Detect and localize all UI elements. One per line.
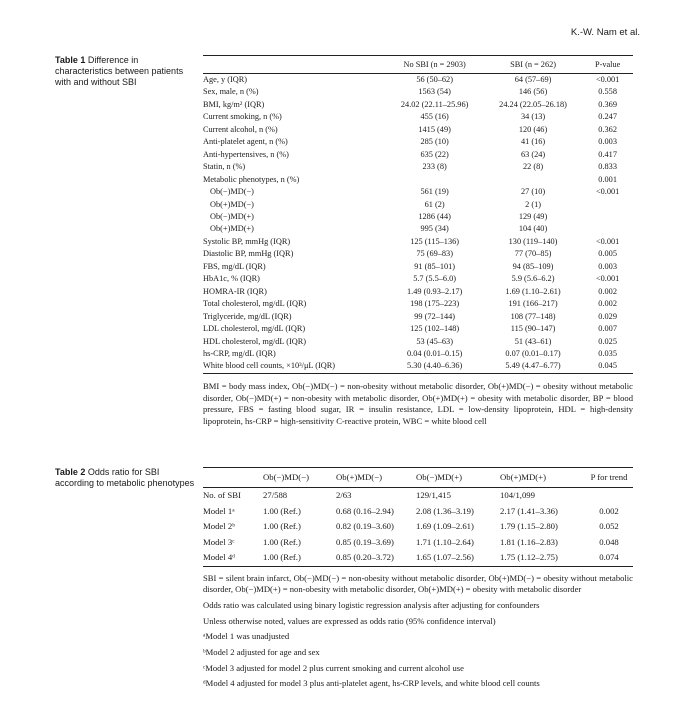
table1-cell: Ob(−)MD(+) [210, 211, 254, 221]
table2-cell: 27/588 [263, 490, 288, 500]
table1-cell: 0.003 [598, 261, 617, 271]
table1-row [203, 223, 633, 235]
table1-row [203, 311, 633, 323]
table1-cell: 1.49 (0.93–2.17) [406, 286, 463, 296]
table1-cell [582, 223, 633, 235]
table1-cell: 22 (8) [523, 162, 544, 172]
table2-cell: 104/1,099 [500, 490, 535, 500]
table1-cell: 0.003 [598, 137, 617, 147]
table2-row [203, 535, 633, 551]
table1-header-cell: P-value [582, 56, 633, 74]
table1-cell: 0.045 [582, 360, 633, 373]
table1-cell: 5.30 (4.40–6.36) [385, 360, 483, 373]
table1-cell: Current alcohol, n (%) [203, 124, 278, 134]
table2-footnote-line: ᵃModel 1 was unadjusted [203, 631, 290, 642]
table2-footnotes [203, 573, 633, 690]
table1-cell: 0.005 [598, 249, 617, 259]
table1-row [203, 360, 633, 373]
table1-cell: 64 (57–69) [514, 75, 552, 84]
table1-cell: HbA1c, % (IQR) [203, 274, 260, 284]
table2-header-cell: Ob(+)MD(+) [500, 468, 585, 488]
table1-row [203, 248, 633, 260]
table1-cell [582, 211, 633, 223]
table1-cell: White blood cell counts, ×10³/μL (IQR) [203, 360, 385, 373]
table1-cell: 91 (85–101) [414, 261, 456, 271]
table1-cell: 635 (22) [420, 149, 449, 159]
table1-cell: <0.001 [595, 274, 620, 284]
table2-footnote-line: ᵇModel 2 adjusted for age and sex [203, 647, 320, 658]
table1-caption-label: Table 1 [55, 55, 86, 65]
table1-cell: Statin, n (%) [203, 162, 246, 172]
table1-cell: 24.02 (22.11–25.96) [400, 99, 469, 109]
table2-cell: 0.68 (0.16–2.94) [336, 505, 394, 516]
table2-cell: 2/63 [336, 490, 352, 500]
table1-cell: 51 (43–61) [514, 336, 552, 346]
table2-cell: 0.074 [585, 550, 633, 566]
table1-cell: 115 (90–147) [510, 324, 556, 334]
table2-footnote-line: SBI = silent brain infarct, Ob(−)MD(−) = non-obesity without metabolic disorder, Ob(+)MD(−) = obesity without metabolic disorder, Ob(−)MD(+) = non-obesity with metabolic disorder, Ob(+)MD(+) = obesity with metabolic disorder [203, 573, 633, 595]
table2-footnote-line: Odds ratio was calculated using binary logistic regression analysis after adjusting for confounders [203, 599, 540, 610]
table1-cell: <0.001 [595, 187, 620, 197]
table2-cell: 1.79 (1.15–2.80) [500, 521, 558, 531]
table1-cell: 1.69 (1.10–2.61) [505, 286, 561, 296]
table1-cell: Metabolic phenotypes, n (%) [203, 174, 300, 184]
table1-cell: <0.001 [595, 75, 620, 84]
table1-row [203, 74, 633, 87]
table2 [203, 467, 633, 567]
table1-row [203, 199, 633, 211]
table2-cell: 1.00 (Ref.) [263, 550, 336, 566]
table2-row [203, 488, 633, 504]
table1-cell: 0.029 [598, 311, 617, 321]
table2-header-cell: P for trend [585, 468, 633, 488]
table1-row [203, 286, 633, 298]
table1-cell: 0.025 [598, 336, 617, 346]
table1-cell: 0.558 [598, 87, 617, 97]
table1-header-cell: SBI (n = 262) [484, 56, 582, 74]
table2-caption [55, 467, 195, 489]
table2-cell: 1.00 (Ref.) [263, 505, 301, 516]
table1-cell: 1286 (44) [418, 211, 451, 221]
table1-cell: 0.002 [598, 299, 617, 309]
table1-cell: Total cholesterol, mg/dL (IQR) [203, 299, 307, 309]
table2-cell: 1.71 (1.10–2.64) [416, 536, 474, 547]
table1-cell: 129 (49) [518, 211, 548, 221]
table2-footnote-line: ᶜModel 3 adjusted for model 2 plus current smoking and current alcohol use [203, 662, 464, 673]
table2-cell: 1.00 (Ref.) [263, 536, 301, 547]
table1-cell: 146 (56) [518, 87, 548, 97]
table1-row [203, 211, 633, 223]
table1-cell: 455 (16) [420, 112, 449, 122]
table1-row [203, 174, 633, 186]
table2-cell: 2.17 (1.41–3.36) [500, 505, 558, 516]
table2-header-row [203, 468, 633, 488]
table2-cell: Model 2ᵇ [203, 521, 235, 531]
table1-row [203, 99, 633, 111]
table2-cell: Model 1ᵃ [203, 505, 235, 516]
table2-cell: 0.002 [599, 505, 619, 516]
table1-cell: 198 (175–223) [410, 299, 460, 309]
table1-cell: 191 (166–217) [508, 299, 558, 309]
table1-cell: 285 (10) [420, 137, 449, 147]
table1-cell: 104 (40) [518, 224, 548, 234]
table2-footnote-line: ᵈModel 4 adjusted for model 3 plus anti-platelet agent, hs-CRP levels, and white blood cell counts [203, 678, 540, 689]
table2-cell: Model 3ᶜ [203, 536, 235, 547]
table1-cell: BMI, kg/m² (IQR) [203, 99, 265, 109]
table1-cell: 77 (70–85) [514, 249, 552, 259]
table1-cell: 130 (119–140) [508, 236, 558, 246]
table1-cell: 0.035 [598, 348, 617, 358]
table1-cell: 75 (69–83) [416, 249, 453, 259]
table1-cell: 5.7 (5.5–6.0) [413, 274, 457, 284]
table1-cell: Systolic BP, mmHg (IQR) [203, 236, 291, 246]
table1-cell: LDL cholesterol, mg/dL (IQR) [203, 324, 306, 334]
table1-row [203, 236, 633, 248]
table1-cell: 63 (24) [520, 149, 546, 159]
table1-cell: 0.362 [598, 124, 617, 134]
table1-cell: Age, y (IQR) [203, 75, 248, 84]
table1 [203, 55, 633, 374]
table1-cell: Anti-hypertensives, n (%) [203, 149, 289, 159]
table1-cell: 1415 (49) [418, 124, 451, 134]
table2-caption-text: Odds ratio for SBI according to metabolic phenotypes [55, 467, 195, 488]
table2-cell [585, 488, 633, 504]
table1-cell: Sex, male, n (%) [203, 87, 259, 97]
table1-row [203, 348, 633, 360]
table1-cell [385, 174, 483, 186]
table1-cell: 2 (1) [525, 199, 541, 209]
table2-header-cell: Ob(−)MD(+) [416, 468, 500, 488]
table1-cell: 0.04 (0.01–0.15) [406, 348, 463, 358]
table1-caption-text: Difference in characteristics between patients with and without SBI [55, 55, 184, 87]
table1-cell: 34 (13) [520, 112, 546, 122]
table1-cell: 0.001 [598, 174, 617, 184]
table1-cell: 56 (50–62) [416, 75, 453, 84]
table2-header-cell [203, 468, 263, 488]
table1-cell: 5.9 (5.6–6.2) [511, 274, 555, 284]
table1-cell: 0.002 [598, 286, 617, 296]
table1-cell: HOMRA-IR (IQR) [203, 286, 267, 296]
table1-cell: 120 (46) [518, 124, 548, 134]
table1-cell: FBS, mg/dL (IQR) [203, 261, 266, 271]
table2-header-cell: Ob(−)MD(−) [263, 468, 336, 488]
table1-cell: 561 (19) [420, 187, 449, 197]
table1-cell: 61 (2) [424, 199, 445, 209]
table2-footnote-line: Unless otherwise noted, values are expressed as odds ratio (95% confidence interval) [203, 615, 496, 626]
table1-header-cell: No SBI (n = 2903) [385, 56, 483, 74]
table1-cell [582, 199, 633, 211]
table1-cell [484, 174, 582, 186]
table2-cell: 129/1,415 [416, 490, 451, 500]
table1-cell: Ob(−)MD(−) [210, 187, 254, 197]
table1-row [203, 323, 633, 335]
table1-cell: Triglyceride, mg/dL (IQR) [203, 311, 292, 321]
table2-row [203, 519, 633, 535]
table1-cell: 995 (34) [420, 224, 449, 234]
table1-cell: 0.417 [598, 149, 617, 159]
table2-cell: 0.85 (0.19–3.69) [336, 536, 394, 547]
table2-cell: 0.85 (0.20–3.72) [336, 550, 416, 566]
table1-row [203, 298, 633, 310]
table1-cell: 27 (10) [520, 187, 546, 197]
table2-header-cell: Ob(+)MD(−) [336, 468, 416, 488]
table1-cell: 108 (77–148) [510, 311, 556, 321]
table1-cell: 0.007 [598, 324, 617, 334]
table2-cell: 1.65 (1.07–2.56) [416, 550, 500, 566]
running-head: K.-W. Nam et al. [570, 27, 640, 38]
table1-cell: 0.833 [598, 162, 617, 172]
table2-cell: 0.82 (0.19–3.60) [336, 521, 394, 531]
table1-cell: 1563 (54) [418, 87, 451, 97]
table1-cell: HDL cholesterol, mg/dL (IQR) [203, 336, 307, 346]
table2-caption-label: Table 2 [55, 467, 86, 477]
table1-cell: 53 (45–63) [416, 336, 453, 346]
table1-cell: 125 (102–148) [410, 324, 460, 334]
table2-cell: 1.69 (1.09–2.61) [416, 521, 474, 531]
table1-cell: 125 (115–136) [410, 236, 460, 246]
table1-header-row [203, 56, 633, 74]
table2-cell: 1.75 (1.12–2.75) [500, 550, 585, 566]
table1-cell: 24.24 (22.05–26.18) [499, 99, 567, 109]
table1-row [203, 124, 633, 136]
table1-cell: 94 (85–109) [512, 261, 554, 271]
table1-header-cell [203, 56, 385, 74]
table1-row [203, 261, 633, 273]
table1-row [203, 149, 633, 161]
table1-row [203, 186, 633, 198]
table1-row [203, 111, 633, 123]
table1-caption [55, 55, 195, 88]
table1-cell: 41 (16) [520, 137, 546, 147]
table2-cell: 1.81 (1.16–2.83) [500, 536, 558, 547]
table1-cell: 233 (8) [422, 162, 447, 172]
table2-cell: 0.048 [599, 536, 619, 547]
table1-row [203, 86, 633, 98]
table1-cell: 0.247 [598, 112, 617, 122]
table1-cell: 5.49 (4.47–6.77) [484, 360, 582, 373]
table2-row [203, 550, 633, 566]
table2-cell: 0.052 [599, 521, 619, 531]
table1-cell: 99 (72–144) [414, 311, 456, 321]
table1-cell: hs-CRP, mg/dL (IQR) [203, 348, 276, 358]
table1-footnote: BMI = body mass index, Ob(−)MD(−) = non-obesity without metabolic disorder, Ob(+)MD(−) = obesity without metabolic disorder, Ob(−)MD(+) = non-obesity with metabolic disorder, Ob(+)MD(+) = obesity with metabolic disorder, BP = blood pressure, FBS = fasting blood sugar, IR = insulin resistance, LDL = low-density lipoprotein, HDL = high-density lipoprotein, hs-CRP = high-sensitivity C-reactive protein, WBC = white blood cell [203, 381, 633, 427]
table2-cell: No. of SBI [203, 490, 241, 500]
table1-cell: <0.001 [595, 236, 620, 246]
table1-cell: Current smoking, n (%) [203, 112, 282, 122]
table2-cell: 1.00 (Ref.) [263, 521, 301, 531]
table1-row [203, 161, 633, 173]
table1-cell: Ob(+)MD(−) [210, 199, 254, 209]
table1-cell: Ob(+)MD(+) [210, 224, 254, 234]
table1-row [203, 273, 633, 285]
table2-cell: Model 4ᵈ [203, 550, 263, 566]
table1-cell: Diastolic BP, mmHg (IQR) [203, 249, 294, 259]
table1-row [203, 336, 633, 348]
table2-row [203, 504, 633, 520]
table1-row [203, 136, 633, 148]
table1-cell: 0.07 (0.01–0.17) [505, 348, 561, 358]
table2-cell: 2.08 (1.36–3.19) [416, 505, 474, 516]
table1-cell: 0.369 [598, 99, 617, 109]
table1-cell: Anti-platelet agent, n (%) [203, 137, 288, 147]
